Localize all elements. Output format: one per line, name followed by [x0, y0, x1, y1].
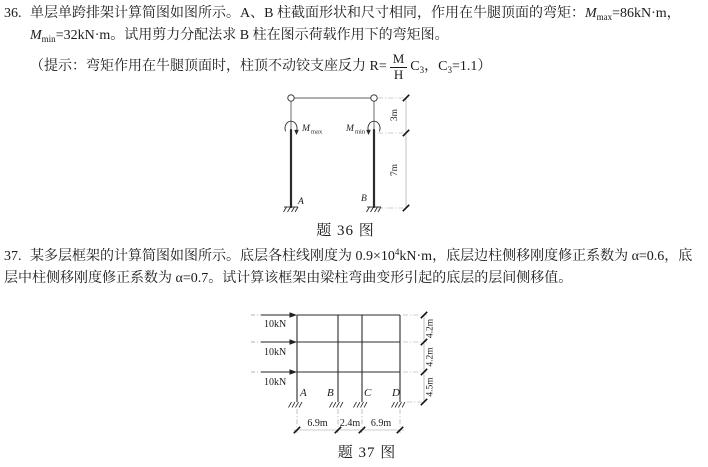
fig37-frame	[297, 315, 400, 402]
fig37-dim-story-1: 4.5m	[425, 377, 436, 397]
m-over-h-fraction	[390, 52, 408, 82]
fraction-denominator: H	[393, 66, 404, 82]
fig36-caption: 题 36 图	[316, 223, 375, 239]
q37-text-2: 层中柱侧移刚度修正系数为 α=0.7。试计算该框架由梁柱弯曲变形引起的底层的层间侧移值。	[4, 271, 573, 286]
fig37-col-b-label: B	[327, 387, 334, 399]
q36-text-1a: 单层单跨排架计算简图如图所示。A、B 柱截面形状和尺寸相同，作用在牛腿顶面的弯矩：	[30, 6, 585, 21]
fraction-numerator: M	[390, 52, 408, 67]
fig36-dim-3m: 3m	[390, 108, 400, 122]
hint-comma: ，	[424, 59, 439, 74]
q36-text-2a: =32kN·m。试用剪力分配法求 B 柱在图示荷载作用下的弯矩图。	[55, 28, 449, 43]
fig37-dim-bay-2: 2.4m	[339, 418, 361, 429]
q36-mmin-symbol: M	[30, 28, 42, 43]
q36-mmin-subscript: min	[41, 34, 56, 44]
fig37-load-label-3: 10kN	[264, 319, 287, 330]
fig37-support-a	[289, 402, 303, 408]
fig36-column-b-label: B	[361, 194, 367, 204]
fig37-dim-bay-1: 6.9m	[307, 418, 328, 429]
q37-exponent: 4	[394, 247, 400, 257]
fig37-dim-story-3: 4.2m	[425, 318, 436, 339]
q36-line1	[4, 5, 681, 23]
q36-line2	[30, 27, 449, 45]
q36-mmax-subscript: max	[596, 12, 613, 22]
fig37-col-c-label: C	[364, 387, 372, 399]
fig36-diagram	[278, 88, 413, 214]
fig36-moment-arrowhead-a	[294, 130, 299, 135]
fig37-diagram	[246, 306, 442, 438]
fig37-dim-story-2: 4.2m	[425, 347, 436, 367]
fig37-col-a-label: A	[300, 387, 307, 399]
q37-text-1b: kN·m，底层边柱侧移刚度修正系数为 α=0.6，底	[399, 249, 693, 264]
fig37-loads	[251, 312, 297, 388]
q36-hint-text: （提示：弯矩作用在牛腿顶面时，柱顶不动铰支座反力 R=	[30, 59, 387, 74]
q36-hint-end: =1.1）	[451, 59, 492, 74]
fig36-moment-arrowhead-b	[366, 130, 371, 135]
fig37-support-c	[354, 402, 368, 408]
fig37-load-label-2: 10kN	[264, 347, 287, 358]
q37-line2	[4, 270, 572, 288]
fig37-fixed-supports	[289, 402, 406, 408]
fig37-caption: 题 37 图	[337, 445, 397, 461]
fig37-load-label-1: 10kN	[264, 377, 287, 388]
fig37-support-b	[330, 402, 344, 408]
fig37-load-arrow-3	[290, 312, 298, 317]
fig36-mmin-sub: min	[355, 128, 366, 136]
q37-number: 37.	[4, 249, 22, 264]
fig36-hinge-right-icon	[371, 95, 377, 101]
fig36-mmax-label: M	[302, 124, 310, 134]
fig36-mmin-label: M	[346, 124, 354, 134]
fig37-dim-bay-3: 6.9m	[370, 418, 392, 429]
q36-mmax-symbol: M	[584, 6, 597, 21]
q37-text-1a: 某多层框架的计算简图如图所示。底层各柱线刚度为 0.9×10	[30, 249, 395, 264]
fig37-load-arrow-1	[290, 369, 298, 374]
c3-term-2: $C_3$	[438, 59, 452, 75]
fig37-load-arrow-2	[290, 339, 298, 344]
fig37-support-d	[392, 402, 406, 408]
fig37-right-dim-lines	[403, 315, 427, 402]
q36-hint	[30, 51, 491, 83]
q37-line1	[4, 248, 692, 266]
c3-term-1: $C_3$	[410, 59, 425, 75]
fig36-dim-7m: 7m	[390, 163, 400, 177]
fig36-mmax-sub: max	[311, 128, 323, 136]
fig37-col-d-label: D	[392, 387, 400, 399]
q36-number: 36.	[4, 6, 22, 21]
fig36-hinge-left-icon	[288, 95, 294, 101]
q36-text-1b: =86kN·m，	[612, 6, 681, 21]
fig36-column-a-label: A	[298, 197, 304, 207]
